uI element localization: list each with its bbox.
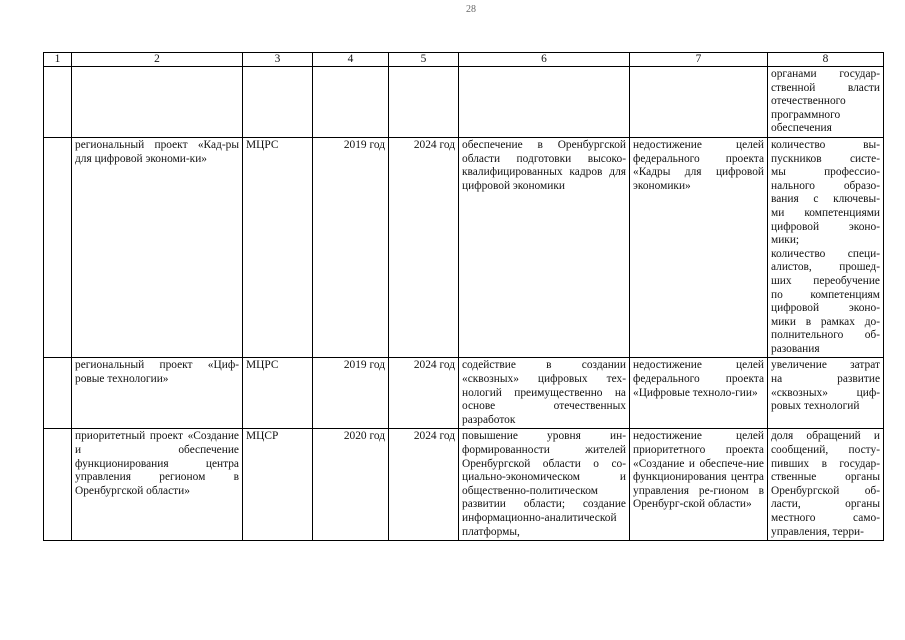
project-name-cell: региональный проект «Циф-ровые технологии» — [72, 358, 243, 429]
column-number-row — [44, 53, 884, 67]
indicator-line: полнительного об- — [771, 329, 880, 342]
table-row — [44, 67, 884, 138]
indicator-line: ственные органы — [771, 471, 880, 484]
row-number-cell — [44, 358, 72, 429]
responsible-org-cell: МЦРС — [243, 358, 313, 429]
indicator-line: по компетенциям — [771, 288, 880, 301]
end-year-cell: 2024 год — [389, 137, 459, 358]
column-number: 1 — [44, 53, 72, 67]
end-year-cell: 2024 год — [389, 358, 459, 429]
indicator-line: количество специ- — [771, 247, 880, 260]
table-row — [44, 429, 884, 541]
indicator-line: на развитие — [771, 373, 880, 386]
responsible-org-cell: МЦСР — [243, 429, 313, 541]
risk-cell: недостижение целей федерального проекта «Цифровые техноло-гии» — [630, 358, 768, 429]
start-year-cell: 2019 год — [313, 137, 389, 358]
column-number: 6 — [459, 53, 630, 67]
column-number: 4 — [313, 53, 389, 67]
expected-result-cell: повышение уровня ин-формированности жителей Оренбургской области о со-циально-экономическом и общественно-политическом развитии области; создание информационно-аналитической платформы, — [459, 429, 630, 541]
expected-result-cell: обеспечение в Оренбургской области подготовки высоко-квалифицированных кадров для цифровой экономики — [459, 137, 630, 358]
row-number-cell — [44, 137, 72, 358]
indicator-line: пускников систе- — [771, 152, 880, 165]
indicator-line: мы профессио- — [771, 166, 880, 179]
row-number-cell — [44, 429, 72, 541]
indicator-line: программного — [771, 108, 841, 121]
indicators-cell — [768, 137, 884, 358]
indicator-line: обеспечения — [771, 122, 832, 135]
indicator-line: цифровой эконо- — [771, 302, 880, 315]
column-number: 7 — [630, 53, 768, 67]
expected-result-cell: содействие в создании «сквозных» цифровых тех-нологий преимущественно на основе отечественных разработок — [459, 358, 630, 429]
indicator-line: вания с ключевы- — [771, 193, 880, 206]
risk-cell: недостижение целей федерального проекта «Кадры для цифровой экономики» — [630, 137, 768, 358]
indicator-line: управления, терри- — [771, 525, 864, 538]
indicator-line: мики; — [771, 234, 800, 247]
indicator-line: органами государ- — [771, 68, 880, 80]
indicator-line: сообщений, посту- — [771, 444, 880, 457]
indicator-line: разования — [771, 342, 820, 355]
indicator-line: ственной власти — [771, 81, 880, 94]
indicator-line: ших переобучение — [771, 274, 880, 287]
page-number: 28 — [466, 4, 476, 15]
risk-cell — [630, 67, 768, 138]
indicator-line: Оренбургской об- — [771, 484, 880, 497]
indicator-line: мики в рамках до- — [771, 315, 880, 328]
indicator-line: пивших в государ- — [771, 457, 880, 470]
end-year-cell: 2024 год — [389, 429, 459, 541]
start-year-cell: 2019 год — [313, 358, 389, 429]
indicator-line: количество вы- — [771, 138, 880, 151]
column-number: 3 — [243, 53, 313, 67]
indicator-line: ласти, органы — [771, 498, 880, 511]
risk-cell: недостижение целей приоритетного проекта «Создание и обеспече-ние функционирования центра управления ре-гионом в Оренбург-ской области» — [630, 429, 768, 541]
project-name-cell: региональный проект «Кад-ры для цифровой экономи-ки» — [72, 137, 243, 358]
table-row — [44, 358, 884, 429]
project-name-cell: приоритетный проект «Создание и обеспечение функционирования центра управления регионом в Оренбургской области» — [72, 429, 243, 541]
program-table — [43, 52, 884, 541]
project-name-cell — [72, 67, 243, 138]
column-number: 8 — [768, 53, 884, 67]
expected-result-cell — [459, 67, 630, 138]
responsible-org-cell — [243, 67, 313, 138]
row-number-cell — [44, 67, 72, 138]
indicators-cell — [768, 67, 884, 138]
end-year-cell — [389, 67, 459, 138]
start-year-cell: 2020 год — [313, 429, 389, 541]
indicator-line: «сквозных» циф- — [771, 386, 880, 399]
indicator-line: местного само- — [771, 512, 880, 524]
responsible-org-cell: МЦРС — [243, 137, 313, 358]
indicator-line: ровых технологий — [771, 400, 860, 413]
start-year-cell — [313, 67, 389, 138]
indicator-line: увеличение затрат — [771, 359, 880, 372]
column-number: 2 — [72, 53, 243, 67]
indicators-cell — [768, 429, 884, 541]
indicator-line: доля обращений и — [771, 430, 880, 443]
table-row — [44, 137, 884, 358]
indicator-line: отечественного — [771, 95, 846, 108]
indicator-line: алистов, прошед- — [771, 261, 880, 274]
indicators-cell — [768, 358, 884, 429]
indicator-line: ми компетенциями — [771, 206, 880, 219]
indicator-line: цифровой эконо- — [771, 220, 880, 233]
indicator-line: нального образо- — [771, 179, 880, 192]
column-number: 5 — [389, 53, 459, 67]
